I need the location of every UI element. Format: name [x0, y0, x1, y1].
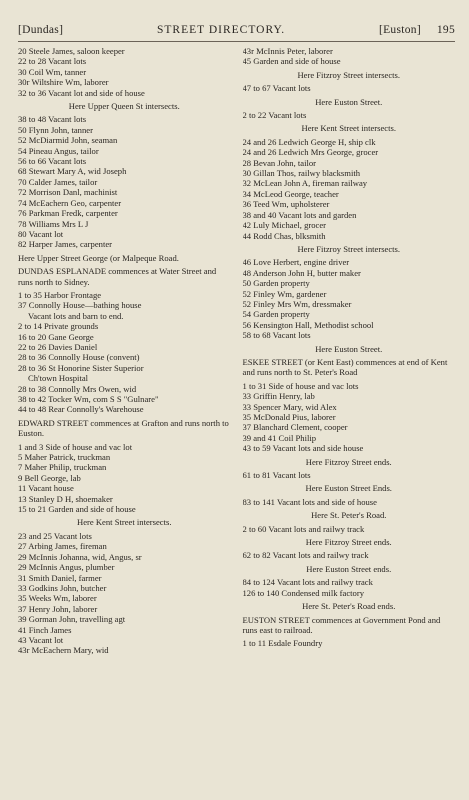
section-note: Here St. Peter's Road. — [311, 510, 387, 521]
directory-entry: 1 to 11 Esdale Foundry — [242, 638, 323, 649]
directory-entry: Ch'town Hospital — [28, 373, 89, 384]
directory-entry: 36 Teed Wm, upholsterer — [242, 199, 330, 210]
directory-entry: 56 to 66 Vacant lots — [18, 156, 87, 167]
section-note: Here Fitzroy Street intersects. — [297, 69, 401, 80]
directory-entry: 43r McEachern Mary, wid — [18, 645, 109, 656]
directory-entry: 43 to 59 Vacant lots and side house — [242, 443, 364, 454]
directory-entry: 47 to 67 Vacant lots — [242, 83, 311, 94]
directory-entry: 58 to 68 Vacant lots — [242, 330, 311, 341]
directory-entry: 9 Bell George, lab — [18, 472, 81, 483]
directory-entry: 37 Connolly House—bathing house — [18, 300, 142, 311]
directory-entry: 16 to 20 Gane George — [18, 331, 94, 342]
directory-entry: 20 Steele James, saloon keeper — [18, 46, 125, 56]
directory-entry: 31 Smith Daniel, farmer — [18, 572, 102, 583]
directory-entry: 22 to 28 Vacant lots — [18, 56, 87, 67]
directory-entry: 38 and 40 Vacant lots and garden — [242, 209, 357, 220]
directory-entry: 68 Stewart Mary A, wid Joseph — [18, 166, 127, 177]
directory-entry: 2 to 14 Private grounds — [18, 321, 99, 332]
directory-entry: 45 Garden and side of house — [242, 56, 341, 67]
street-heading: DUNDAS ESPLANADE commences at Water Street and runs north to Sidney. — [18, 266, 217, 287]
right-column — [243, 46, 456, 656]
page-header — [18, 24, 455, 42]
directory-entry: 48 Anderson John H, butter maker — [242, 267, 361, 278]
header-right-group — [379, 24, 455, 36]
directory-entry: 2 to 60 Vacant lots and railwy track — [242, 523, 365, 534]
directory-entry: 1 to 35 Harbor Frontage — [18, 289, 102, 300]
directory-entry: 22 to 26 Davies Daniel — [18, 341, 98, 352]
directory-entry: 38 to 42 Tocker Wm, com S S "Gulnare" — [18, 394, 159, 404]
page-number: 195 — [436, 24, 455, 36]
directory-entry: 37 Blanchard Clement, cooper — [242, 422, 348, 433]
directory-entry: 2 to 22 Vacant lots — [242, 110, 307, 121]
section-note: Here Euston Street Ends. — [305, 483, 392, 494]
directory-entry: 44 Rodd Chas, blksmith — [242, 230, 326, 241]
section-note: Here Fitzroy Street ends. — [305, 456, 392, 467]
directory-entry: 44 to 48 Rear Connolly's Warehouse — [18, 404, 144, 415]
section-note: Here Fitzroy Street intersects. — [297, 243, 401, 254]
directory-entry: 15 to 21 Garden and side of house — [18, 504, 136, 515]
directory-entry: 33 Godkins John, butcher — [18, 582, 107, 593]
directory-entry: 39 and 41 Coil Philip — [242, 432, 317, 443]
directory-entry: 24 and 26 Ledwich George H, ship clk — [242, 136, 376, 147]
directory-entry: 52 Finley Mrs Wm, dressmaker — [242, 298, 352, 309]
directory-entry: 28 to 38 Connolly Mrs Owen, wid — [18, 383, 137, 394]
section-note: Here Upper Queen St intersects. — [68, 101, 180, 112]
directory-entry: 32 McLean John A, fireman railway — [242, 178, 368, 189]
directory-entry: 33 Griffin Henry, lab — [242, 391, 315, 402]
directory-entry: 84 to 124 Vacant lots and railwy track — [242, 577, 373, 588]
directory-entry: 29 McInnis Angus, plumber — [18, 562, 115, 573]
columns — [18, 46, 455, 656]
directory-entry: 76 Parkman Fredk, carpenter — [18, 208, 118, 219]
directory-entry: 7 Maher Philip, truckman — [18, 462, 107, 473]
directory-entry: 30 Gillan Thos, railwy blacksmith — [242, 168, 361, 179]
directory-entry: 13 Stanley D H, shoemaker — [18, 493, 113, 504]
directory-entry: Vacant lots and barn to end. — [28, 310, 124, 321]
directory-entry: 5 Maher Patrick, truckman — [18, 452, 111, 463]
directory-entry: 80 Vacant lot — [18, 228, 64, 239]
directory-entry: 24 and 26 Ledwich Mrs George, grocer — [242, 147, 379, 158]
directory-entry: 1 to 31 Side of house and vac lots — [242, 380, 359, 391]
directory-entry: 42 Luly Michael, grocer — [242, 220, 327, 231]
directory-entry: 39 Gorman John, travelling agt — [18, 614, 126, 625]
directory-entry: 74 McEachern Geo, carpenter — [18, 197, 122, 208]
directory-entry: 70 Calder James, tailor — [18, 176, 98, 187]
directory-entry: 72 Morrison Danl, machinist — [18, 187, 118, 198]
directory-entry: 62 to 82 Vacant lots and railwy track — [242, 550, 369, 561]
directory-entry: 56 Kensington Hall, Methodist school — [242, 319, 374, 330]
directory-entry: 30r Wiltshire Wm, laborer — [18, 77, 109, 88]
directory-entry: 37 Henry John, laborer — [18, 603, 98, 614]
directory-entry: 83 to 141 Vacant lots and side of house — [242, 496, 377, 507]
directory-entry: 35 Weeks Wm, laborer — [18, 593, 97, 604]
directory-entry: 50 Garden property — [242, 278, 310, 289]
street-heading: EUSTON STREET commences at Government Pond and runs east to railroad. — [242, 614, 441, 635]
directory-entry: 126 to 140 Condensed milk factory — [242, 587, 364, 598]
section-note: Here Fitzroy Street ends. — [305, 537, 392, 548]
directory-entry: 46 Love Herbert, engine driver — [242, 257, 350, 268]
directory-entry: 54 Garden property — [242, 309, 310, 320]
section-note: Here Euston Street. — [315, 343, 383, 354]
header-title: STREET DIRECTORY. — [156, 24, 286, 36]
directory-entry: 33 Spencer Mary, wid Alex — [242, 401, 337, 412]
section-note: Here St. Peter's Road ends. — [302, 601, 396, 612]
directory-entry: 27 Arbing James, fireman — [18, 541, 107, 552]
street-heading: EDWARD STREET commences at Grafton and runs north to Euston. — [18, 417, 229, 439]
directory-entry: 50 Flynn John, tanner — [18, 124, 93, 135]
section-note: Here Euston Street. — [315, 96, 383, 107]
directory-entry: 35 McDonald Pius, laborer — [242, 412, 336, 422]
directory-entry: 43 Vacant lot — [18, 634, 64, 645]
header-left: [Dundas] — [18, 24, 64, 36]
directory-entry: 38 to 48 Vacant lots — [18, 114, 87, 125]
directory-entry: 28 Bevan John, tailor — [242, 157, 317, 168]
directory-entry: 29 McInnis Johanna, wid, Angus, sr — [18, 551, 142, 562]
header-right: [Euston] — [378, 24, 421, 36]
directory-entry: 28 to 36 Connolly House (convent) — [18, 352, 140, 363]
street-heading: Here Upper Street George (or Malpeque Road. — [18, 252, 179, 263]
section-note: Here Kent Street intersects. — [301, 123, 396, 134]
directory-entry: 1 and 3 Side of house and vac lot — [18, 441, 133, 452]
directory-entry: 30 Coil Wm, tanner — [18, 66, 87, 77]
street-heading: ESKEE STREET (or Kent East) commences at end of Kent and runs north to St. Peter's Road — [242, 356, 448, 378]
directory-entry: 43r McInnis Peter, laborer — [242, 46, 333, 56]
directory-entry: 41 Finch James — [18, 624, 72, 635]
directory-entry: 54 Pineau Angus, tailor — [18, 145, 99, 156]
directory-entry: 78 Williams Mrs L J — [18, 218, 89, 229]
left-column — [18, 46, 231, 656]
directory-entry: 11 Vacant house — [18, 483, 74, 494]
directory-entry: 32 to 36 Vacant lot and side of house — [18, 87, 145, 98]
directory-entry: 61 to 81 Vacant lots — [242, 470, 311, 481]
directory-entry: 28 to 36 St Honorine Sister Superior — [18, 362, 144, 373]
section-note: Here Kent Street intersects. — [77, 517, 172, 528]
section-note: Here Euston Street ends. — [306, 563, 392, 574]
directory-entry: 82 Harper James, carpenter — [18, 239, 113, 250]
directory-entry: 23 and 25 Vacant lots — [18, 530, 92, 541]
directory-entry: 52 McDiarmid John, seaman — [18, 135, 118, 146]
directory-entry: 34 McLeod George, teacher — [242, 188, 339, 199]
directory-entry: 52 Finley Wm, gardener — [242, 288, 327, 299]
